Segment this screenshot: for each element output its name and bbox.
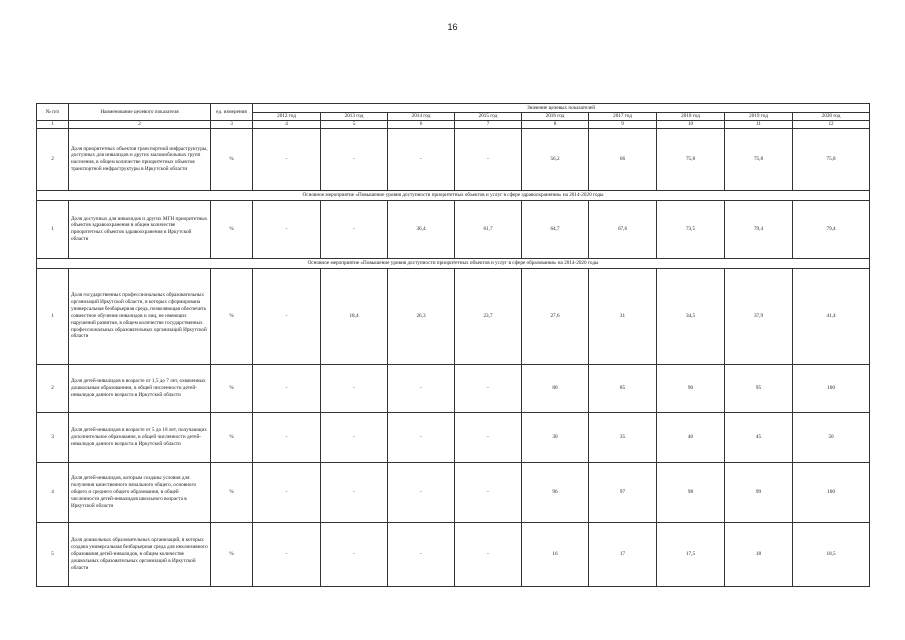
value-cell: - [321,128,388,190]
col-number: 4 [253,120,321,128]
value-cell: 75,8 [793,128,870,190]
value-cell: 17 [589,522,657,586]
value-cell: - [455,364,522,412]
value-cell: 66 [589,128,657,190]
value-cell: 34,5 [657,268,725,364]
value-cell: - [455,412,522,462]
value-cell: - [388,522,455,586]
row-number: 3 [37,412,69,462]
indicator-name: Доля приоритетных объектов транспортной инфраструктуры, доступных для инвалидов и других маломобильных групп населения, в общем количестве приоритетных объектов транспортной инфраструктуры в Иркутской области [69,128,211,190]
value-cell: 61,7 [455,200,522,258]
value-cell: 27,6 [522,268,589,364]
indicator-name: Доля детей-инвалидов в возрасте от 5 до 18 лет, получающих дополнительное образование, в общей численности детей-инвалидов данного возраста в Иркутской области [69,412,211,462]
header-num: № п/п [37,104,69,121]
value-cell: - [321,200,388,258]
value-cell: - [321,412,388,462]
value-cell: 18,4 [321,268,388,364]
value-cell: 73,5 [657,200,725,258]
col-number: 8 [522,120,589,128]
col-number: 3 [211,120,253,128]
value-cell: 75,8 [725,128,793,190]
row-number: 1 [37,268,69,364]
value-cell: 45 [725,412,793,462]
value-cell: 16 [522,522,589,586]
value-cell: - [388,364,455,412]
value-cell: 30 [522,412,589,462]
value-cell: 99 [725,462,793,522]
value-cell: - [253,412,321,462]
col-number: 10 [657,120,725,128]
unit-cell: % [211,364,253,412]
unit-cell: % [211,412,253,462]
table-row [37,412,870,462]
value-cell: 40 [657,412,725,462]
value-cell: 26,3 [388,268,455,364]
value-cell: - [321,522,388,586]
header-year: 2016 год [522,113,589,121]
col-number: 11 [725,120,793,128]
header-year: 2015 год [455,113,522,121]
value-cell: 50 [793,412,870,462]
column-numbers-row [37,120,870,128]
value-cell: 36,4 [388,200,455,258]
value-cell: - [321,462,388,522]
value-cell: 37,9 [725,268,793,364]
value-cell: - [321,364,388,412]
value-cell: 75,8 [657,128,725,190]
col-number: 1 [37,120,69,128]
value-cell: 97 [589,462,657,522]
col-number: 2 [69,120,211,128]
indicator-name: Доля доступных для инвалидов и других МГН приоритетных объектов здравоохранения в общем количестве приоритетных объектов здравоохранения в Иркутской области [69,200,211,258]
value-cell: 95 [725,364,793,412]
unit-cell: % [211,268,253,364]
value-cell: - [253,364,321,412]
section-title: Основное мероприятие «Повышение уровня доступности приоритетных объектов и услуг в сфере здравоохранения» на 2014-2020 годы [37,190,870,200]
col-number: 12 [793,120,870,128]
unit-cell: % [211,522,253,586]
row-number: 4 [37,462,69,522]
header-values: Значение целевых показателей [253,104,870,113]
value-cell: - [455,522,522,586]
value-cell: - [455,128,522,190]
value-cell: - [253,522,321,586]
value-cell: 100 [793,364,870,412]
indicator-name: Доля детей-инвалидов, которым созданы условия для получения качественного начального общего, основного общего и среднего общего образования, в общей численности детей-инвалидов школьного возраста в Иркутской области [69,462,211,522]
row-number: 2 [37,128,69,190]
value-cell: 79,4 [793,200,870,258]
row-number: 2 [37,364,69,412]
row-number: 1 [37,200,69,258]
value-cell: 31 [589,268,657,364]
value-cell: - [455,462,522,522]
value-cell: - [253,462,321,522]
col-number: 7 [455,120,522,128]
col-number: 6 [388,120,455,128]
header-name: Наименование целевого показателя [69,104,211,121]
unit-cell: % [211,128,253,190]
unit-cell: % [211,462,253,522]
unit-cell: % [211,200,253,258]
value-cell: 100 [793,462,870,522]
value-cell: 90 [657,364,725,412]
value-cell: 85 [589,364,657,412]
header-year: 2017 год [589,113,657,121]
value-cell: 41,4 [793,268,870,364]
value-cell: - [388,412,455,462]
header-year: 2020 год [793,113,870,121]
value-cell: - [253,200,321,258]
table-row [37,522,870,586]
indicator-name: Доля государственных профессиональных образовательных организаций Иркутской области, в которых сформирована универсальная безбарьерная среда, позволяющая обеспечить совместное обучение инвалидов и лиц, не имеющих нарушений развития, в общем количестве государственных профессиональных образовательных организаций Иркутской области [69,268,211,364]
header-year: 2014 год [388,113,455,121]
value-cell: 35 [589,412,657,462]
value-cell: 18,5 [793,522,870,586]
section-title: Основное мероприятие «Повышение уровня доступности приоритетных объектов и услуг в сфере образования» на 2014-2020 годы [37,258,870,268]
col-number: 9 [589,120,657,128]
value-cell: 67,6 [589,200,657,258]
table-row [37,462,870,522]
value-cell: - [388,128,455,190]
header-unit: ед. измерения [211,104,253,121]
value-cell: - [388,462,455,522]
value-cell: 17,5 [657,522,725,586]
section-row [37,190,870,200]
section-row [37,258,870,268]
value-cell: 64,7 [522,200,589,258]
value-cell: 98 [657,462,725,522]
page-number: 16 [447,22,458,32]
table-row [37,268,870,364]
col-number: 5 [321,120,388,128]
indicator-name: Доля дошкольных образовательных организаций, в которых создана универсальная безбарьерная среда для инклюзивного образования детей-инвалидов, в общем количестве дошкольных образовательных организаций в Иркутской области [69,522,211,586]
indicators-table [36,103,870,587]
table-row [37,364,870,412]
value-cell: 56,2 [522,128,589,190]
table-row [37,128,870,190]
value-cell: 80 [522,364,589,412]
table-row [37,200,870,258]
value-cell: - [253,268,321,364]
value-cell: 79,4 [725,200,793,258]
value-cell: 23,7 [455,268,522,364]
indicator-name: Доля детей-инвалидов в возрасте от 1,5 до 7 лет, охваченных дошкольным образованием, в общей численности детей-инвалидов данного возраста в Иркутской области [69,364,211,412]
header-row [37,104,870,113]
header-year: 2012 год [253,113,321,121]
value-cell: 18 [725,522,793,586]
header-year: 2019 год [725,113,793,121]
header-year: 2018 год [657,113,725,121]
value-cell: 96 [522,462,589,522]
header-year: 2013 год [321,113,388,121]
row-number: 5 [37,522,69,586]
value-cell: - [253,128,321,190]
